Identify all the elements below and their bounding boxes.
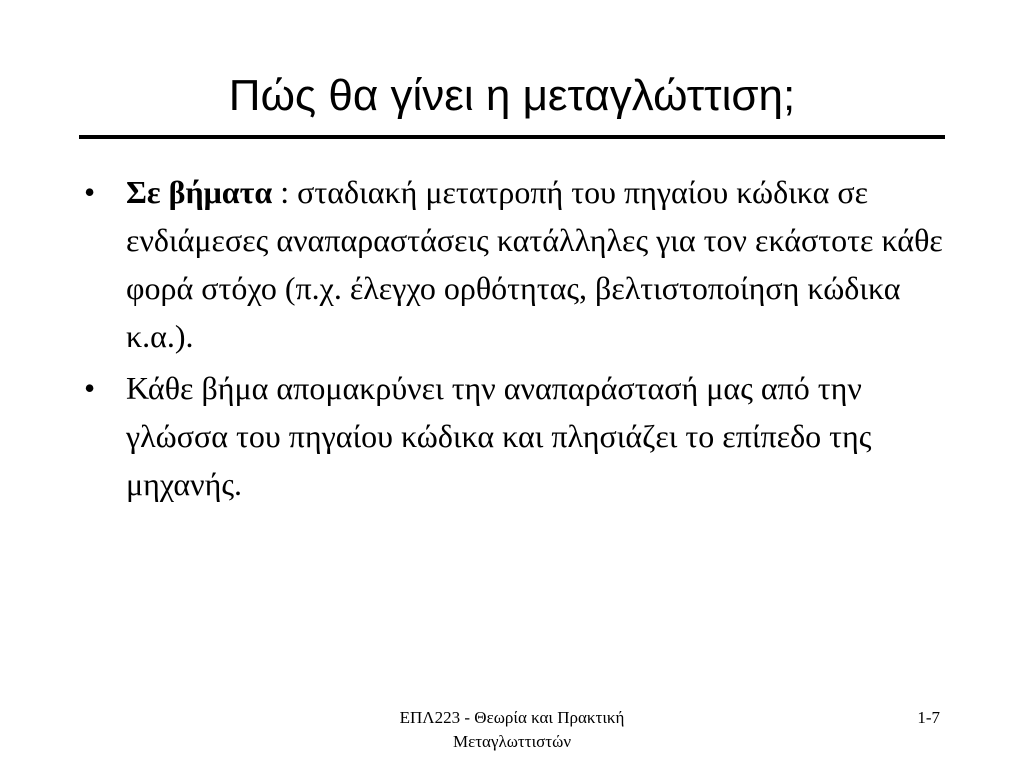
footer-course-line-2: Μεταγλωττιστών [452, 732, 572, 751]
footer-course-title [362, 706, 662, 754]
bullet-icon: • [84, 370, 96, 406]
bullet-item-steps [84, 168, 944, 360]
footer-course-line-1: ΕΠΛ223 - Θεωρία και Πρακτική [399, 708, 625, 727]
slide-title: Πώς θα γίνει η μεταγλώττιση; [228, 71, 796, 120]
bullet-list [84, 168, 944, 512]
bullet-icon: • [84, 174, 96, 210]
bullet-item-each-step [84, 364, 944, 508]
bullet-text: Κάθε βήμα απομακρύνει την αναπαράστασή μας από την γλώσσα του πηγαίου κώδικα και πλησιάζει το επίπεδο της μηχανής. [126, 370, 872, 502]
bullet-lead-text: Σε βήματα [126, 174, 273, 210]
bullet-text: : σταδιακή μετατροπή του πηγαίου κώδικα σε ενδιάμεσες αναπαραστάσεις κατάλληλες για τον εκάστοτε κάθε φορά στόχο (π.χ. έλεγχο ορθότητας, βελτιστοποίηση κώδικα κ.α.). [126, 174, 943, 354]
page-number: 1-7 [917, 708, 940, 727]
title-divider [79, 135, 945, 139]
